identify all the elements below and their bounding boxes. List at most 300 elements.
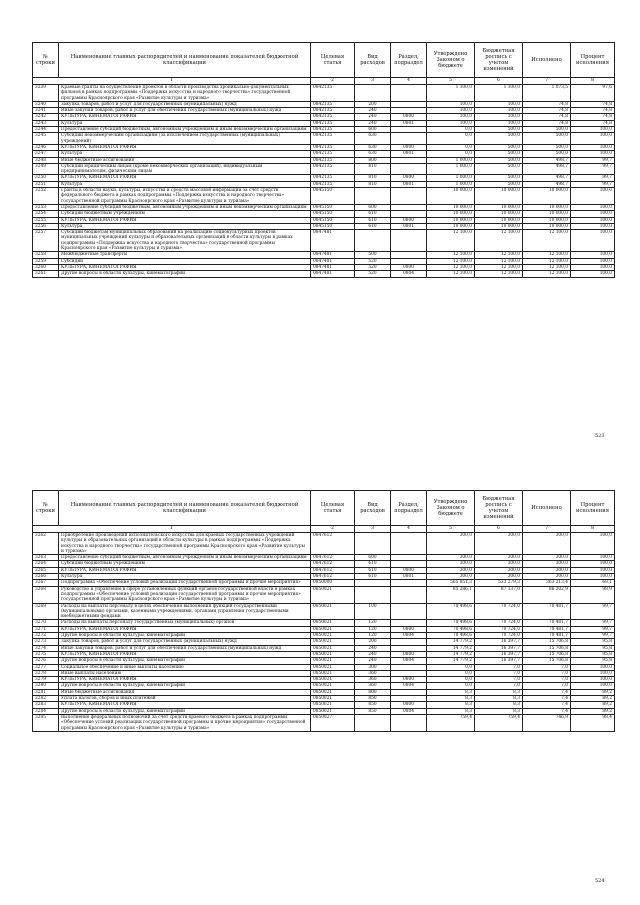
approved-amount: 100,0 bbox=[427, 120, 475, 126]
row-number: 3243 bbox=[33, 120, 59, 126]
schedule-amount: 10 000,0 bbox=[475, 217, 523, 223]
page-524 bbox=[32, 490, 614, 732]
executed-amount: 300,0 bbox=[523, 574, 571, 580]
row-name: Субсидии bbox=[59, 258, 311, 264]
row-number: 3248 bbox=[33, 157, 59, 163]
row-number: 3273 bbox=[33, 639, 59, 645]
expense-type: 800 bbox=[355, 689, 391, 695]
section-code: 0804 bbox=[391, 633, 427, 639]
schedule-amount: 300,0 bbox=[475, 574, 523, 580]
executed-amount: 15 706,8 bbox=[523, 645, 571, 651]
row-name: КУЛЬТУРА, КИНЕМАТОГРАФИЯ bbox=[59, 702, 311, 708]
percent-executed: 89,2 bbox=[571, 689, 615, 695]
executed-amount: 498,7 bbox=[523, 163, 571, 175]
expense-type: 500 bbox=[355, 252, 391, 258]
table-row bbox=[33, 85, 615, 102]
expense-type: 200 bbox=[355, 101, 391, 107]
section-code bbox=[391, 163, 427, 175]
row-name: Субсидии бюджетным учреждениям bbox=[59, 211, 311, 217]
table-row bbox=[33, 533, 615, 555]
percent-executed: 74,8 bbox=[571, 108, 615, 114]
expense-type: 120 bbox=[355, 633, 391, 639]
page-number: 524 bbox=[595, 878, 605, 884]
executed-amount: 74,8 bbox=[523, 120, 571, 126]
approved-amount: 1 000,0 bbox=[427, 157, 475, 163]
row-name: КУЛЬТУРА, КИНЕМАТОГРАФИЯ bbox=[59, 144, 311, 150]
executed-amount: 498,7 bbox=[523, 181, 571, 187]
expense-type: 240 bbox=[355, 645, 391, 651]
column-number: 6 bbox=[475, 78, 523, 85]
row-number: 3259 bbox=[33, 258, 59, 264]
expense-type: 610 bbox=[355, 223, 391, 229]
executed-amount: 12 100,0 bbox=[523, 252, 571, 258]
header-executed: Исполнено bbox=[523, 43, 571, 78]
target-code: 0850021 bbox=[311, 702, 355, 708]
executed-amount: 7,4 bbox=[523, 689, 571, 695]
approved-amount: 300,0 bbox=[427, 533, 475, 555]
percent-executed: 74,8 bbox=[571, 101, 615, 107]
approved-amount: 14 779,2 bbox=[427, 645, 475, 651]
expense-type: 240 bbox=[355, 658, 391, 664]
section-code: 0800 bbox=[391, 264, 427, 270]
section-code bbox=[391, 85, 427, 102]
section-code: 0801 bbox=[391, 223, 427, 229]
schedule-amount: 10 000,0 bbox=[475, 223, 523, 229]
header-target-code: Целевая статья bbox=[311, 43, 355, 78]
schedule-amount: 300,0 bbox=[475, 567, 523, 573]
executed-amount: 70 481,7 bbox=[523, 633, 571, 639]
column-number: 1 bbox=[33, 78, 311, 85]
executed-amount: 498,7 bbox=[523, 157, 571, 163]
percent-executed: 100,0 bbox=[571, 664, 615, 670]
row-number: 3281 bbox=[33, 689, 59, 695]
schedule-amount: 12 100,0 bbox=[475, 230, 523, 252]
row-name: Другие вопросы в области культуры, кинематографии bbox=[59, 658, 311, 664]
expense-type: 200 bbox=[355, 639, 391, 645]
percent-executed: 100,0 bbox=[571, 574, 615, 580]
section-code: 0800 bbox=[391, 217, 427, 223]
executed-amount: 10 000,0 bbox=[523, 204, 571, 210]
schedule-amount: 87 137,0 bbox=[475, 586, 523, 603]
approved-amount: 8,3 bbox=[427, 689, 475, 695]
row-number: 3274 bbox=[33, 645, 59, 651]
row-number: 3269 bbox=[33, 603, 59, 620]
percent-executed: 100,0 bbox=[571, 211, 615, 217]
schedule-amount: 16 397,7 bbox=[475, 645, 523, 651]
approved-amount: 1 000,0 bbox=[427, 163, 475, 175]
schedule-amount: 1 100,0 bbox=[475, 85, 523, 102]
row-name: Предоставление субсидий бюджетным, автономным учреждениям и иным некоммерческим организациям bbox=[59, 204, 311, 210]
row-name: КУЛЬТУРА, КИНЕМАТОГРАФИЯ bbox=[59, 651, 311, 657]
header-expense-type: Вид расходов bbox=[355, 491, 391, 526]
row-name: Субсидии бюджетным учреждениям bbox=[59, 561, 311, 567]
schedule-amount: 10 000,0 bbox=[475, 211, 523, 217]
row-name: Иные выплаты населению bbox=[59, 670, 311, 676]
approved-amount: 0,0 bbox=[427, 664, 475, 670]
percent-executed: 100,0 bbox=[571, 252, 615, 258]
executed-amount: 300,0 bbox=[523, 561, 571, 567]
expense-type: 630 bbox=[355, 144, 391, 150]
approved-amount: 300,0 bbox=[427, 567, 475, 573]
row-number: 3261 bbox=[33, 271, 59, 277]
expense-type: 800 bbox=[355, 157, 391, 163]
percent-executed: 100,0 bbox=[571, 683, 615, 689]
schedule-amount: 500,0 bbox=[475, 181, 523, 187]
row-number: 3250 bbox=[33, 175, 59, 181]
header-percent: Процент исполнения bbox=[571, 491, 615, 526]
percent-executed: 100,0 bbox=[571, 230, 615, 252]
percent-executed: 99,7 bbox=[571, 603, 615, 620]
percent-executed: 99,7 bbox=[571, 163, 615, 175]
expense-type: 810 bbox=[355, 181, 391, 187]
schedule-amount: 10 000,0 bbox=[475, 204, 523, 210]
percent-executed: 100,0 bbox=[571, 561, 615, 567]
row-number: 3245 bbox=[33, 133, 59, 145]
approved-amount: 759,4 bbox=[427, 714, 475, 731]
header-percent: Процент исполнения bbox=[571, 43, 615, 78]
executed-amount: 500,0 bbox=[523, 127, 571, 133]
executed-amount: 7,4 bbox=[523, 702, 571, 708]
row-number: 3271 bbox=[33, 626, 59, 632]
row-number: 3280 bbox=[33, 683, 59, 689]
row-number: 3260 bbox=[33, 264, 59, 270]
percent-executed: 100,0 bbox=[571, 271, 615, 277]
row-name: Культура bbox=[59, 181, 311, 187]
target-code: 0847481 bbox=[311, 258, 355, 264]
section-code: 0800 bbox=[391, 702, 427, 708]
approved-amount: 10 000,0 bbox=[427, 223, 475, 229]
approved-amount: 0,0 bbox=[427, 677, 475, 683]
percent-executed: 100,0 bbox=[571, 188, 615, 205]
approved-amount: 8,3 bbox=[427, 696, 475, 702]
approved-amount: 0,0 bbox=[427, 127, 475, 133]
section-code: 0804 bbox=[391, 683, 427, 689]
page-number: 523 bbox=[595, 433, 605, 439]
section-code: 0800 bbox=[391, 144, 427, 150]
row-name: Закупка товаров, работ и услуг для государственных (муниципальных) нужд bbox=[59, 101, 311, 107]
row-number: 3279 bbox=[33, 677, 59, 683]
target-code: 0845150 bbox=[311, 204, 355, 210]
percent-executed: 89,2 bbox=[571, 708, 615, 714]
row-name: Другие вопросы в области культуры, кинематографии bbox=[59, 633, 311, 639]
schedule-amount: 12 100,0 bbox=[475, 271, 523, 277]
row-number: 3284 bbox=[33, 708, 59, 714]
schedule-amount: 100,0 bbox=[475, 120, 523, 126]
target-code: 0850027 bbox=[311, 714, 355, 731]
target-code: 0842135 bbox=[311, 151, 355, 157]
executed-amount: 10 000,0 bbox=[523, 211, 571, 217]
column-number: 8 bbox=[571, 78, 615, 85]
approved-amount: 100,0 bbox=[427, 108, 475, 114]
percent-executed: 100,0 bbox=[571, 677, 615, 683]
approved-amount: 0,0 bbox=[427, 144, 475, 150]
target-code: 0850021 bbox=[311, 677, 355, 683]
percent-executed: 100,0 bbox=[571, 670, 615, 676]
schedule-amount: 533 279,3 bbox=[475, 580, 523, 586]
target-code: 0842135 bbox=[311, 157, 355, 163]
page-523 bbox=[32, 42, 614, 278]
expense-type: 600 bbox=[355, 555, 391, 561]
target-code: 0847612 bbox=[311, 561, 355, 567]
schedule-amount: 70 724,0 bbox=[475, 633, 523, 639]
header-name: Наименование главных распорядителей и наименование показателей бюджетной классификации bbox=[59, 43, 311, 78]
percent-executed: 95,8 bbox=[571, 645, 615, 651]
schedule-amount: 7,0 bbox=[475, 683, 523, 689]
executed-amount: 12 100,0 bbox=[523, 264, 571, 270]
approved-amount: 100,0 bbox=[427, 101, 475, 107]
section-code bbox=[391, 714, 427, 731]
column-number: 4 bbox=[391, 78, 427, 85]
expense-type: 610 bbox=[355, 567, 391, 573]
target-code: 0845150 bbox=[311, 211, 355, 217]
executed-amount: 746,9 bbox=[523, 714, 571, 731]
expense-type bbox=[355, 714, 391, 731]
table-row bbox=[33, 271, 615, 277]
expense-type: 630 bbox=[355, 133, 391, 145]
target-code: 0842135 bbox=[311, 175, 355, 181]
expense-type: 810 bbox=[355, 163, 391, 175]
schedule-amount: 500,0 bbox=[475, 133, 523, 145]
schedule-amount: 8,3 bbox=[475, 696, 523, 702]
executed-amount: 7,0 bbox=[523, 683, 571, 689]
row-name: Предоставление субсидий бюджетным, автономным учреждениям и иным некоммерческим организациям bbox=[59, 127, 311, 133]
target-code: 0850021 bbox=[311, 586, 355, 603]
executed-amount: 86 202,9 bbox=[523, 586, 571, 603]
expense-type bbox=[355, 188, 391, 205]
section-code: 0801 bbox=[391, 574, 427, 580]
schedule-amount: 70 724,0 bbox=[475, 603, 523, 620]
header-expense-type: Вид расходов bbox=[355, 43, 391, 78]
schedule-amount: 500,0 bbox=[475, 127, 523, 133]
percent-executed: 100,0 bbox=[571, 555, 615, 561]
table-row bbox=[33, 230, 615, 252]
row-number: 3264 bbox=[33, 561, 59, 567]
expense-type: 240 bbox=[355, 108, 391, 114]
schedule-amount: 70 724,0 bbox=[475, 620, 523, 626]
target-code: 0847612 bbox=[311, 533, 355, 555]
percent-executed: 89,2 bbox=[571, 696, 615, 702]
target-code: 0850021 bbox=[311, 626, 355, 632]
row-name: Руководство и управление в сфере установленных функций органов государственной власти в рамках подпрограммы «Обеспечение условий реализации государственной программы и прочие мероприятия» государственной программы Красноярского края «Развитие культуры и туризма» bbox=[59, 586, 311, 603]
target-code: 0850021 bbox=[311, 603, 355, 620]
row-name: Приобретение произведений исполнительского искусства для краевых государственных учреждений культуры и образовательных организаций в области культуры в рамках подпрограммы «Поддержка искусства и народного творчества» государственной программы Красноярского края «Развитие культуры и туризма» bbox=[59, 533, 311, 555]
executed-amount: 70 481,7 bbox=[523, 626, 571, 632]
executed-amount: 7,4 bbox=[523, 708, 571, 714]
row-name: Культура bbox=[59, 574, 311, 580]
schedule-amount: 10 000,0 bbox=[475, 188, 523, 205]
row-number: 3277 bbox=[33, 664, 59, 670]
row-number: 3254 bbox=[33, 211, 59, 217]
section-code: 0801 bbox=[391, 181, 427, 187]
row-number: 3253 bbox=[33, 204, 59, 210]
table-row bbox=[33, 603, 615, 620]
executed-amount: 15 706,8 bbox=[523, 651, 571, 657]
expense-type: 610 bbox=[355, 561, 391, 567]
approved-amount: 300,0 bbox=[427, 555, 475, 561]
percent-executed: 100,0 bbox=[571, 144, 615, 150]
expense-type: 520 bbox=[355, 271, 391, 277]
row-number: 3262 bbox=[33, 533, 59, 555]
header-section: Раздел, подраздел bbox=[391, 43, 427, 78]
percent-executed: 99,7 bbox=[571, 175, 615, 181]
approved-amount: 100,0 bbox=[427, 114, 475, 120]
executed-amount: 7,0 bbox=[523, 664, 571, 670]
target-code: 0842135 bbox=[311, 144, 355, 150]
executed-amount: 7,0 bbox=[523, 670, 571, 676]
row-name: Расходы на выплаты персоналу в целях обеспечения выполнения функций государственными (муниципальными) органами, казенными учреждениями, органами управления государственными внебюджетными фондами bbox=[59, 603, 311, 620]
header-schedule: Бюджетная роспись с учетом изменений bbox=[475, 491, 523, 526]
executed-amount: 12 100,0 bbox=[523, 271, 571, 277]
row-name: Культура bbox=[59, 223, 311, 229]
schedule-amount: 12 100,0 bbox=[475, 252, 523, 258]
expense-type: 240 bbox=[355, 114, 391, 120]
schedule-amount: 8,3 bbox=[475, 708, 523, 714]
executed-amount: 7,4 bbox=[523, 696, 571, 702]
approved-amount: 10 000,0 bbox=[427, 204, 475, 210]
schedule-amount: 500,0 bbox=[475, 144, 523, 150]
approved-amount: 1 100,0 bbox=[427, 85, 475, 102]
column-number: 7 bbox=[523, 526, 571, 533]
approved-amount: 10 000,0 bbox=[427, 188, 475, 205]
row-number: 3282 bbox=[33, 696, 59, 702]
column-number: 3 bbox=[355, 78, 391, 85]
executed-amount: 300,0 bbox=[523, 533, 571, 555]
executed-amount: 15 706,8 bbox=[523, 658, 571, 664]
expense-type: 610 bbox=[355, 574, 391, 580]
row-name: КУЛЬТУРА, КИНЕМАТОГРАФИЯ bbox=[59, 217, 311, 223]
target-code: 0842135 bbox=[311, 101, 355, 107]
percent-executed: 100,0 bbox=[571, 533, 615, 555]
approved-amount: 70 498,6 bbox=[427, 620, 475, 626]
expense-type: 850 bbox=[355, 702, 391, 708]
expense-type: 520 bbox=[355, 264, 391, 270]
schedule-amount: 500,0 bbox=[475, 157, 523, 163]
schedule-amount: 8,3 bbox=[475, 689, 523, 695]
executed-amount: 12 100,0 bbox=[523, 258, 571, 264]
approved-amount: 14 779,2 bbox=[427, 639, 475, 645]
executed-amount: 363 213,4 bbox=[523, 580, 571, 586]
target-code: 0847612 bbox=[311, 555, 355, 561]
row-name: Расходы на выплаты персоналу государственных (муниципальных) органов bbox=[59, 620, 311, 626]
target-code: 0850021 bbox=[311, 639, 355, 645]
section-code bbox=[391, 133, 427, 145]
target-code: 0847481 bbox=[311, 230, 355, 252]
target-code: 0845150 bbox=[311, 223, 355, 229]
schedule-amount: 7,0 bbox=[475, 677, 523, 683]
target-code: 0850021 bbox=[311, 670, 355, 676]
approved-amount: 85 286,1 bbox=[427, 586, 475, 603]
row-number: 3255 bbox=[33, 217, 59, 223]
row-number: 3239 bbox=[33, 85, 59, 102]
expense-type bbox=[355, 586, 391, 603]
executed-amount: 7,0 bbox=[523, 677, 571, 683]
row-name: КУЛЬТУРА, КИНЕМАТОГРАФИЯ bbox=[59, 567, 311, 573]
row-name: Гранты в области науки, культуры, искусства и средств массовой информации за счет средств федерального бюджета в рамках подпрограммы «Поддержка искусства и народного творчества» государственной программы Красноярского края «Развитие культуры и туризма» bbox=[59, 188, 311, 205]
row-number: 3252 bbox=[33, 188, 59, 205]
table-body bbox=[33, 85, 615, 278]
percent-executed: 100,0 bbox=[571, 217, 615, 223]
target-code: 0842135 bbox=[311, 163, 355, 175]
target-code: 0850021 bbox=[311, 708, 355, 714]
approved-amount: 8,3 bbox=[427, 702, 475, 708]
column-number: 3 bbox=[355, 526, 391, 533]
row-number: 3240 bbox=[33, 101, 59, 107]
expense-type: 360 bbox=[355, 677, 391, 683]
header-target-code: Целевая статья bbox=[311, 491, 355, 526]
row-name: Социальное обеспечение и иные выплаты населению bbox=[59, 664, 311, 670]
schedule-amount: 300,0 bbox=[475, 561, 523, 567]
section-code: 0804 bbox=[391, 271, 427, 277]
row-name: КУЛЬТУРА, КИНЕМАТОГРАФИЯ bbox=[59, 264, 311, 270]
row-number: 3285 bbox=[33, 714, 59, 731]
expense-type bbox=[355, 85, 391, 102]
percent-executed: 68,1 bbox=[571, 580, 615, 586]
expense-type: 300 bbox=[355, 664, 391, 670]
header-row-number: № строки bbox=[33, 491, 59, 526]
column-number-row bbox=[33, 526, 615, 533]
column-number: 2 bbox=[311, 78, 355, 85]
column-number: 5 bbox=[427, 526, 475, 533]
approved-amount: 70 498,6 bbox=[427, 603, 475, 620]
schedule-amount: 7,0 bbox=[475, 664, 523, 670]
column-number-row bbox=[33, 78, 615, 85]
budget-table-page-523 bbox=[32, 42, 615, 278]
executed-amount: 10 000,0 bbox=[523, 217, 571, 223]
executed-amount: 10 000,0 bbox=[523, 188, 571, 205]
approved-amount: 70 498,6 bbox=[427, 633, 475, 639]
approved-amount: 12 100,0 bbox=[427, 252, 475, 258]
row-number: 3266 bbox=[33, 574, 59, 580]
row-number: 3247 bbox=[33, 151, 59, 157]
percent-executed: 100,0 bbox=[571, 223, 615, 229]
target-code: 0842135 bbox=[311, 108, 355, 114]
row-name: Иные бюджетные ассигнования bbox=[59, 689, 311, 695]
target-code: 0847481 bbox=[311, 264, 355, 270]
row-name: Другие вопросы в области культуры, кинематографии bbox=[59, 683, 311, 689]
expense-type bbox=[355, 230, 391, 252]
approved-amount: 300,0 bbox=[427, 561, 475, 567]
column-number: 5 bbox=[427, 78, 475, 85]
percent-executed: 95,8 bbox=[571, 651, 615, 657]
section-code: 0800 bbox=[391, 175, 427, 181]
schedule-amount: 16 397,7 bbox=[475, 658, 523, 664]
row-number: 3244 bbox=[33, 127, 59, 133]
expense-type: 610 bbox=[355, 211, 391, 217]
column-number: 8 bbox=[571, 526, 615, 533]
expense-type: 810 bbox=[355, 175, 391, 181]
header-section: Раздел, подраздел bbox=[391, 491, 427, 526]
schedule-amount: 759,4 bbox=[475, 714, 523, 731]
expense-type bbox=[355, 533, 391, 555]
schedule-amount: 70 724,0 bbox=[475, 626, 523, 632]
approved-amount: 14 779,2 bbox=[427, 651, 475, 657]
row-number: 3263 bbox=[33, 555, 59, 561]
target-code: 0847481 bbox=[311, 271, 355, 277]
expense-type: 360 bbox=[355, 670, 391, 676]
row-number: 3267 bbox=[33, 580, 59, 586]
row-name: Субсидии бюджетам муниципальных образований на реализацию социокультурных проектов муниципальных учреждений культуры и образовательных организаций в области культуры в рамках подпрограммы «Поддержка искусства и народного творчества» государственной программы Красноярского края «Развитие культуры и туризма» bbox=[59, 230, 311, 252]
row-name: КУЛЬТУРА, КИНЕМАТОГРАФИЯ bbox=[59, 114, 311, 120]
percent-executed: 74,8 bbox=[571, 120, 615, 126]
row-name: Иные закупки товаров, работ и услуг для обеспечения государственных (муниципальных) нужд bbox=[59, 108, 311, 114]
row-name: КУЛЬТУРА, КИНЕМАТОГРАФИЯ bbox=[59, 677, 311, 683]
expense-type: 120 bbox=[355, 620, 391, 626]
executed-amount: 300,0 bbox=[523, 555, 571, 561]
target-code: 0845150 bbox=[311, 188, 355, 205]
row-name: Уплата налогов, сборов и иных платежей bbox=[59, 696, 311, 702]
section-code: 0800 bbox=[391, 567, 427, 573]
row-name: Закупка товаров, работ и услуг для государственных (муниципальных) нужд bbox=[59, 639, 311, 645]
